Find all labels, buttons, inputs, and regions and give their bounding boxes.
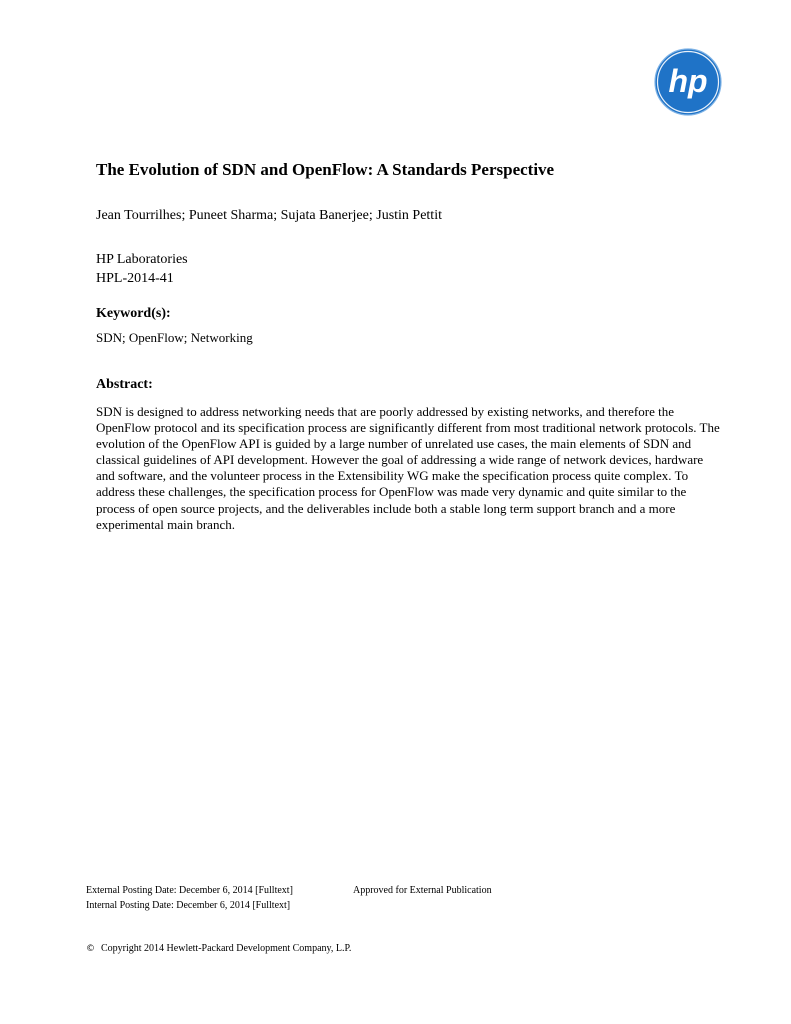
hp-logo <box>654 48 722 116</box>
report-id: HPL-2014-41 <box>96 271 174 286</box>
copyright-symbol: © <box>86 944 95 954</box>
paper-title: The Evolution of SDN and OpenFlow: A Standards Perspective <box>96 160 555 179</box>
hp-logo-text: hp <box>668 63 708 99</box>
paper-authors: Jean Tourrilhes; Puneet Sharma; Sujata Banerjee; Justin Pettit <box>96 208 442 223</box>
lab-name: HP Laboratories <box>96 252 188 267</box>
abstract-heading: Abstract: <box>96 377 153 392</box>
keywords-heading: Keyword(s): <box>96 306 171 321</box>
copyright-line <box>86 943 351 954</box>
lab-info <box>96 250 188 288</box>
external-posting-date: External Posting Date: December 6, 2014 [Fulltext] <box>86 885 293 896</box>
abstract-text: SDN is designed to address networking needs that are poorly addressed by existing networks, and therefore the OpenFlow protocol and its specification process are significantly different from most traditional network protocols. The evolution of the OpenFlow API is guided by a large number of unrelated use cases, the main elements of SDN and classical guidelines of API development. However the goal of addressing a wide range of network devices, hardware and software, and the volunteer process in the Extensibility WG make the specification process quite complex. To address these challenges, the specification process for OpenFlow was made very dynamic and quite similar to the process of open source projects, and the deliverables include both a stable long term support branch and a more experimental main branch. <box>96 404 720 532</box>
copyright-text: Copyright 2014 Hewlett-Packard Development Company, L.P. <box>101 943 352 954</box>
approval-status: Approved for External Publication <box>353 885 492 896</box>
internal-posting-date: Internal Posting Date: December 6, 2014 [Fulltext] <box>86 900 291 911</box>
keywords: SDN; OpenFlow; Networking <box>96 330 253 345</box>
